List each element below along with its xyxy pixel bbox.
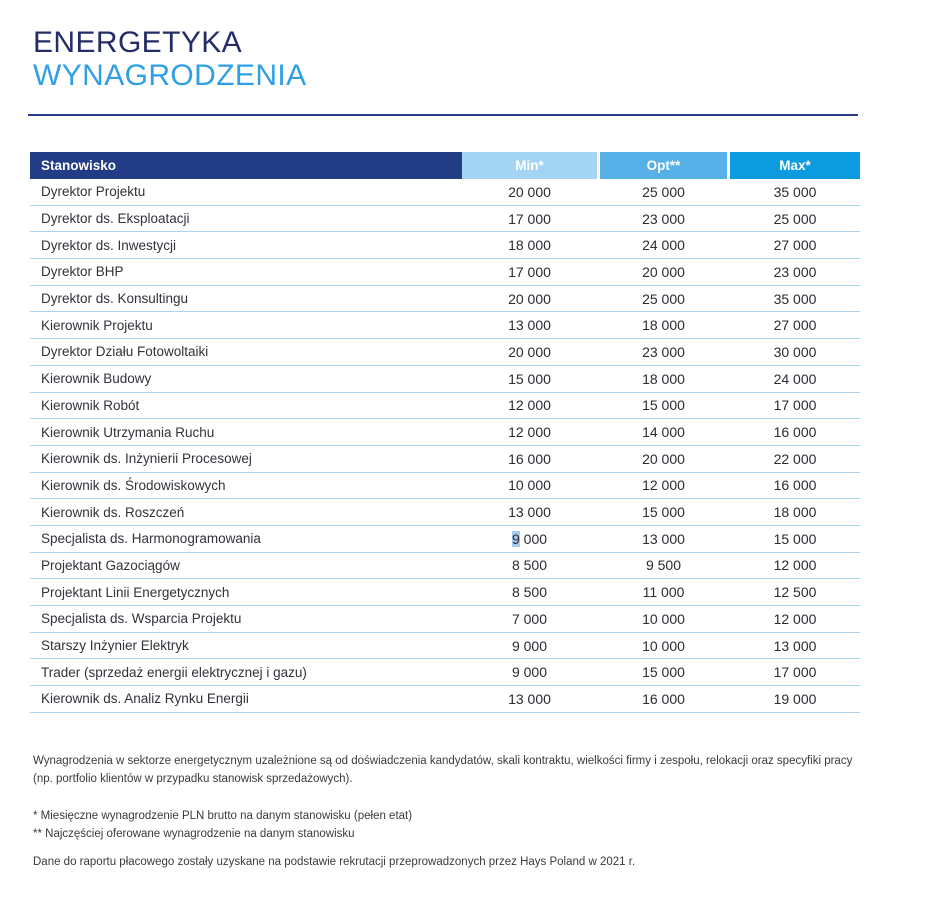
cell-min: 13 000 bbox=[508, 690, 551, 707]
cell-opt: 14 000 bbox=[642, 424, 685, 441]
cell-max: 24 000 bbox=[773, 370, 817, 387]
table-row bbox=[30, 312, 860, 339]
cell-min: 9 000 bbox=[511, 664, 548, 681]
table-row bbox=[30, 446, 860, 473]
cell-max: 17 000 bbox=[773, 664, 817, 681]
cell-opt: 12 000 bbox=[642, 477, 685, 494]
footnote-asterisks bbox=[33, 807, 917, 843]
cell-opt: 10 000 bbox=[642, 610, 685, 627]
cell-opt: 11 000 bbox=[642, 584, 685, 601]
cell-max: 16 000 bbox=[773, 424, 817, 441]
cell-opt: 15 000 bbox=[642, 504, 685, 521]
cell-min: 7 000 bbox=[511, 610, 548, 627]
cell-min: 8 500 bbox=[511, 584, 548, 601]
cell-position: Specjalista ds. Wsparcia Projektu bbox=[41, 611, 242, 627]
cell-min: 9 000 bbox=[511, 637, 548, 654]
page-title bbox=[33, 26, 307, 92]
cell-min: 18 000 bbox=[508, 237, 551, 254]
cell-position: Kierownik Projektu bbox=[41, 317, 153, 333]
cell-min: 13 000 bbox=[508, 504, 551, 521]
table-row bbox=[30, 499, 860, 526]
cell-opt: 25 000 bbox=[642, 183, 685, 200]
cell-position: Projektant Linii Energetycznych bbox=[41, 584, 230, 600]
title-divider-rule bbox=[28, 114, 858, 116]
table-row bbox=[30, 686, 860, 713]
cell-position: Dyrektor BHP bbox=[41, 264, 124, 280]
cell-min: 9 000 bbox=[511, 530, 548, 547]
cell-max: 27 000 bbox=[773, 237, 817, 254]
cell-position: Trader (sprzedaż energii elektrycznej i gazu) bbox=[41, 664, 307, 680]
page-title-line2: WYNAGRODZENIA bbox=[33, 59, 307, 92]
cell-opt: 23 000 bbox=[642, 343, 685, 360]
cell-opt: 16 000 bbox=[642, 690, 685, 707]
cell-position: Kierownik ds. Roszczeń bbox=[41, 504, 185, 520]
cell-opt: 23 000 bbox=[642, 210, 685, 227]
cell-max: 17 000 bbox=[773, 397, 817, 414]
cell-max: 27 000 bbox=[773, 317, 817, 334]
cell-max: 12 000 bbox=[773, 557, 817, 574]
cell-min: 20 000 bbox=[508, 290, 551, 307]
cell-max: 35 000 bbox=[773, 290, 817, 307]
cell-max: 23 000 bbox=[773, 263, 817, 280]
footnote-single-asterisk: * Miesięczne wynagrodzenie PLN brutto na danym stanowisku (pełen etat) bbox=[33, 810, 413, 822]
table-row bbox=[30, 339, 860, 366]
table-row bbox=[30, 606, 860, 633]
cell-opt: 13 000 bbox=[642, 530, 685, 547]
cell-min: 12 000 bbox=[508, 397, 551, 414]
table-row bbox=[30, 232, 860, 259]
table-row bbox=[30, 526, 860, 553]
cell-min: 20 000 bbox=[508, 183, 551, 200]
cell-position: Kierownik ds. Środowiskowych bbox=[41, 477, 226, 493]
table-row bbox=[30, 659, 860, 686]
footnote-double-asterisk: ** Najczęściej oferowane wynagrodzenie na danym stanowisku bbox=[33, 828, 355, 840]
footnote-source: Dane do raportu płacowego zostały uzyskane na podstawie rekrutacji przeprowadzonych przez Hays Poland w 2021 r. bbox=[33, 856, 636, 868]
cell-max: 30 000 bbox=[773, 343, 817, 360]
footnote-paragraph bbox=[33, 752, 917, 788]
text-selection-highlight: 9 bbox=[511, 530, 520, 547]
cell-max: 15 000 bbox=[773, 530, 817, 547]
cell-max: 19 000 bbox=[773, 690, 817, 707]
table-row bbox=[30, 366, 860, 393]
cell-opt: 24 000 bbox=[642, 237, 685, 254]
cell-position: Kierownik ds. Inżynierii Procesowej bbox=[41, 451, 252, 467]
cell-max: 13 000 bbox=[773, 637, 817, 654]
cell-position: Projektant Gazociągów bbox=[41, 557, 180, 573]
cell-opt: 25 000 bbox=[642, 290, 685, 307]
cell-opt: 15 000 bbox=[642, 397, 685, 414]
cell-min: 15 000 bbox=[508, 370, 551, 387]
cell-opt: 20 000 bbox=[642, 263, 685, 280]
table-body bbox=[30, 179, 860, 713]
table-row bbox=[30, 259, 860, 286]
table-row bbox=[30, 419, 860, 446]
cell-min: 12 000 bbox=[508, 424, 551, 441]
cell-min: 8 500 bbox=[511, 557, 548, 574]
column-header-position: Stanowisko bbox=[30, 152, 462, 179]
cell-position: Dyrektor ds. Inwestycji bbox=[41, 237, 177, 253]
cell-max: 16 000 bbox=[773, 477, 817, 494]
cell-opt: 10 000 bbox=[642, 637, 685, 654]
table-header-row bbox=[30, 152, 860, 179]
cell-max: 22 000 bbox=[773, 450, 817, 467]
cell-opt: 18 000 bbox=[642, 370, 685, 387]
cell-min: 17 000 bbox=[508, 210, 551, 227]
cell-position: Starszy Inżynier Elektryk bbox=[41, 638, 189, 654]
cell-position: Dyrektor Projektu bbox=[41, 184, 146, 200]
cell-position: Dyrektor ds. Eksploatacji bbox=[41, 211, 190, 227]
table-row bbox=[30, 286, 860, 313]
table-row bbox=[30, 393, 860, 420]
cell-opt: 20 000 bbox=[642, 450, 685, 467]
table-row bbox=[30, 579, 860, 606]
cell-position: Kierownik Budowy bbox=[41, 371, 152, 387]
cell-min: 17 000 bbox=[508, 263, 551, 280]
table-row bbox=[30, 633, 860, 660]
cell-opt: 18 000 bbox=[642, 317, 685, 334]
cell-position: Kierownik Robót bbox=[41, 397, 140, 413]
table-row bbox=[30, 206, 860, 233]
column-header-min: Min* bbox=[462, 152, 597, 179]
cell-max: 12 000 bbox=[773, 610, 817, 627]
cell-max: 35 000 bbox=[773, 183, 817, 200]
page-title-line1: ENERGETYKA bbox=[33, 26, 243, 59]
cell-opt: 9 500 bbox=[645, 557, 682, 574]
table-row bbox=[30, 473, 860, 500]
cell-max: 12 500 bbox=[773, 584, 817, 601]
cell-position: Kierownik ds. Analiz Rynku Energii bbox=[41, 691, 249, 707]
cell-max: 25 000 bbox=[773, 210, 817, 227]
table-row bbox=[30, 553, 860, 580]
cell-min: 20 000 bbox=[508, 343, 551, 360]
cell-position: Dyrektor Działu Fotowoltaiki bbox=[41, 344, 209, 360]
column-header-max: Max* bbox=[730, 152, 860, 179]
cell-min: 13 000 bbox=[508, 317, 551, 334]
cell-position: Specjalista ds. Harmonogramowania bbox=[41, 531, 261, 547]
cell-position: Kierownik Utrzymania Ruchu bbox=[41, 424, 215, 440]
cell-opt: 15 000 bbox=[642, 664, 685, 681]
cell-max: 18 000 bbox=[773, 504, 817, 521]
footnote-paragraph-line1: Wynagrodzenia w sektorze energetycznym uzależnione są od doświadczenia kandydatów, skali kontraktu, wielkości firmy i zespołu, relokacji oraz specyfiki pracy bbox=[33, 755, 853, 767]
footnote-paragraph-line2: (np. portfolio klientów w przypadku stanowisk sprzedażowych). bbox=[33, 773, 353, 785]
column-header-opt: Opt** bbox=[600, 152, 727, 179]
salary-table bbox=[30, 152, 860, 713]
cell-position: Dyrektor ds. Konsultingu bbox=[41, 291, 189, 307]
cell-min: 10 000 bbox=[508, 477, 551, 494]
cell-min: 16 000 bbox=[508, 450, 551, 467]
table-row bbox=[30, 179, 860, 206]
